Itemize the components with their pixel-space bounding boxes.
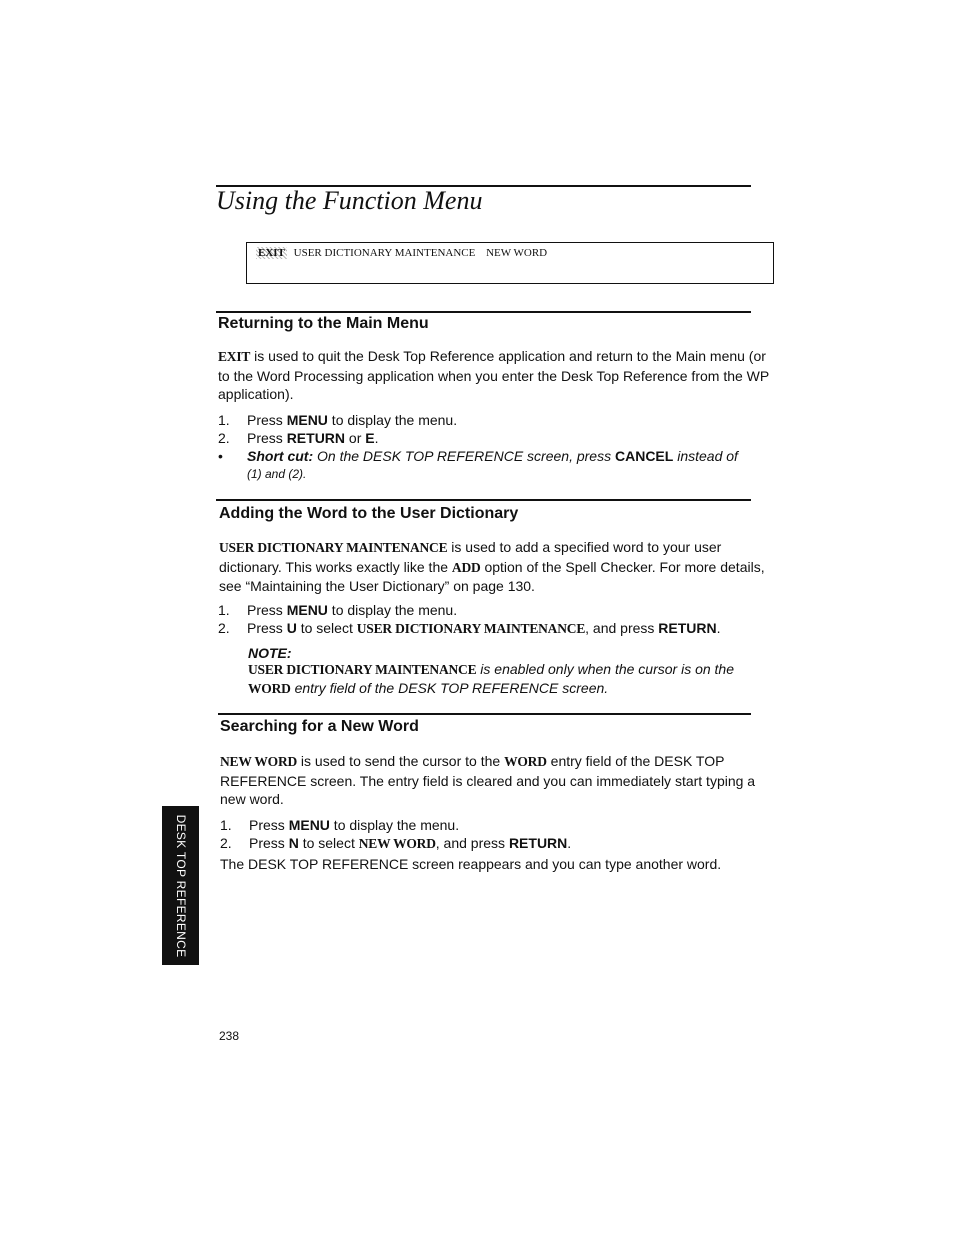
side-tab xyxy=(162,806,199,965)
section1-shortcut-cont: (1) and (2). xyxy=(247,467,307,481)
page-number: 238 xyxy=(219,1029,240,1043)
section1-heading: Returning to the Main Menu xyxy=(218,315,429,332)
side-tab-label: DESK TOP REFERENCE xyxy=(173,814,188,957)
section1-shortcut: • Short cut: On the DESK TOP REFERENCE screen, press CANCEL instead of xyxy=(218,448,738,464)
function-menu-bar xyxy=(246,242,774,284)
section2-intro: USER DICTIONARY MAINTENANCE is used to add a specified word to your user dictionary. This works exactly like the ADD option of the Spell Checker. For more details, see “Maintaining the User Dictionary” on page 130. xyxy=(219,539,765,594)
note-line-2: WORD entry field of the DESK TOP REFERENCE screen. xyxy=(248,680,609,696)
section3-step-2: 2. Press N to select NEW WORD, and press RETURN. xyxy=(220,835,572,851)
keyword: EXIT xyxy=(218,349,251,364)
menu-user-dictionary-item[interactable]: USER DICTIONARY MAINTENANCE xyxy=(293,247,476,259)
page-title: Using the Function Menu xyxy=(216,186,483,215)
section1-intro: EXIT is used to quit the Desk Top Reference application and return to the Main menu (or to the Word Processing application when you enter the Desk Top Reference from the WP application). xyxy=(218,348,769,402)
section1-step-1: 1. Press MENU to display the menu. xyxy=(218,412,458,428)
section3-intro: NEW WORD is used to send the cursor to the WORD entry field of the DESK TOP REFERENCE screen. The entry field is cleared and you can immediately start typing a new word. xyxy=(220,753,756,807)
section2-rule xyxy=(216,499,751,501)
note-line-1: USER DICTIONARY MAINTENANCE is enabled only when the cursor is on the xyxy=(248,661,735,677)
section3-closing: The DESK TOP REFERENCE screen reappears and you can type another word. xyxy=(220,856,722,872)
section3-step-1: 1. Press MENU to display the menu. xyxy=(220,817,460,833)
section2-heading: Adding the Word to the User Dictionary xyxy=(219,505,519,522)
section2-step-2: 2. Press U to select USER DICTIONARY MAINTENANCE, and press RETURN. xyxy=(218,620,721,636)
menu-new-word-item[interactable]: NEW WORD xyxy=(486,247,548,259)
section3-rule xyxy=(218,713,751,715)
bullet-icon: • xyxy=(218,448,223,464)
section3-heading: Searching for a New Word xyxy=(220,718,419,735)
section1-step-2: 2. Press RETURN or E. xyxy=(218,430,379,446)
note-label: NOTE: xyxy=(248,645,292,661)
section1-rule xyxy=(216,311,751,313)
section2-step-1: 1. Press MENU to display the menu. xyxy=(218,602,458,618)
menu-exit-item[interactable]: EXIT xyxy=(258,247,285,259)
